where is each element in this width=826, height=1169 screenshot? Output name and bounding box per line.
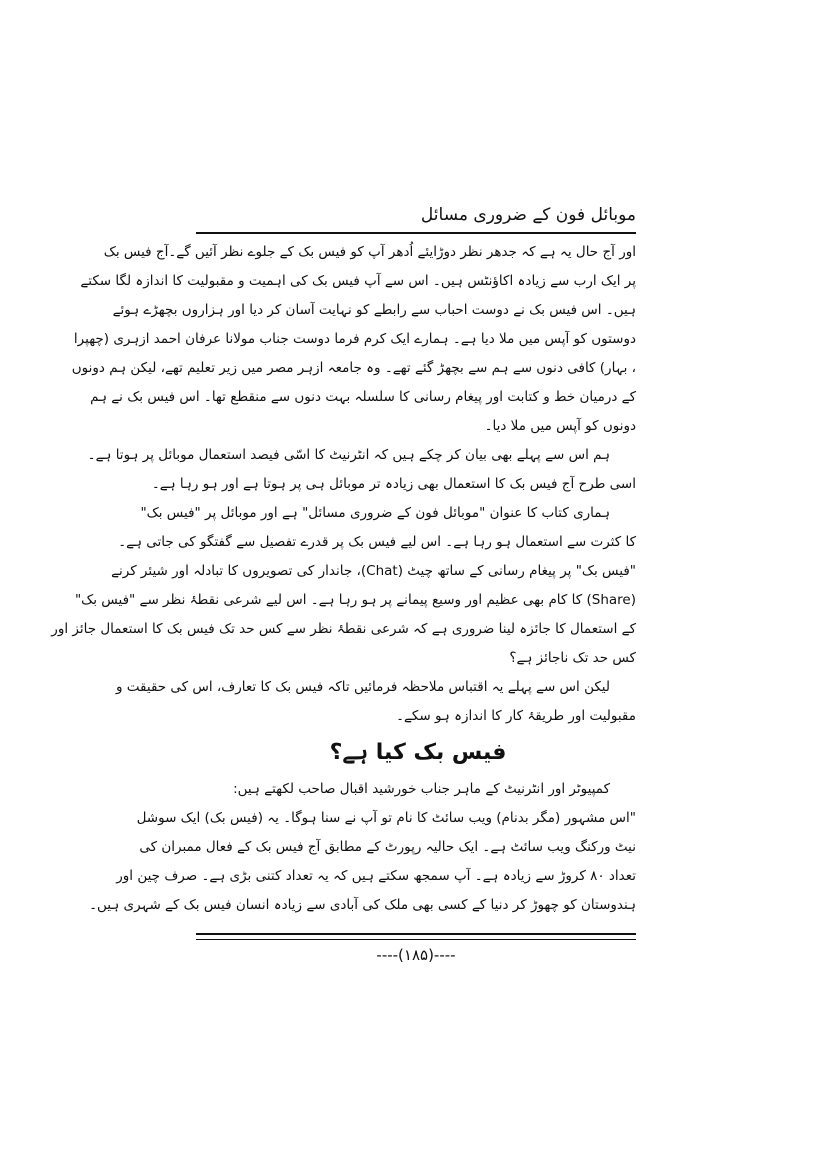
page-number: ----(۱۸۵)---- xyxy=(376,946,456,964)
footer-rule-thin xyxy=(196,939,636,940)
footer-rule-thick xyxy=(196,933,636,935)
running-head-title: موبائل فون کے ضروری مسائل xyxy=(420,205,636,225)
paragraph-line: دونوں کو آپس میں ملا دیا۔ xyxy=(484,418,636,434)
paragraph-line: کے استعمال کا جائزہ لینا ضروری ہے کہ شرعی نقطۂ نظر سے کس حد تک فیس بک کا استعمال جائز اور xyxy=(51,621,636,637)
paragraph-line: ہماری کتاب کا عنوان "موبائل فون کے ضروری مسائل" ہے اور موبائل پر "فیس بک" xyxy=(140,505,610,521)
paragraph-line: ہیں۔ اس فیس بک نے دوست احباب سے رابطے کو نہایت آسان کر دیا اور ہزاروں بچھڑے ہوئے xyxy=(112,302,636,318)
paragraph-line: پر ایک ارب سے زیادہ اکاؤنٹس ہیں۔ اس سے آپ فیس بک کی اہمیت و مقبولیت کا اندازہ لگا سکتے xyxy=(80,273,636,289)
paragraph-line: کا کثرت سے استعمال ہو رہا ہے۔ اس لیے فیس بک پر قدرے تفصیل سے گفتگو کی جاتی ہے۔ xyxy=(118,534,636,550)
section-intro-line: کمپیوٹر اور انٹرنیٹ کے ماہر جناب خورشید اقبال صاحب لکھتے ہیں: xyxy=(233,781,610,797)
paragraph-line: مقبولیت اور طریقۂ کار کا اندازہ ہو سکے۔ xyxy=(396,708,636,724)
header-rule xyxy=(196,232,636,234)
paragraph-line: دوستوں کو آپس میں ملا دیا ہے۔ ہمارے ایک کرم فرما دوست جناب مولانا عرفان احمد ازہری (چھپرا xyxy=(73,331,636,347)
paragraph-line: کے درمیان خط و کتابت اور پیغام رسانی کا سلسلہ بہت دنوں سے منقطع تھا۔ اس فیس بک نے ہم xyxy=(90,389,636,405)
paragraph-line: ہم اس سے پہلے بھی بیان کر چکے ہیں کہ انٹرنیٹ کا اسّی فیصد استعمال موبائل پر ہوتا ہے۔ xyxy=(87,447,610,463)
quote-line: ہندوستان کو چھوڑ کر دنیا کے کسی بھی ملک کی آبادی سے زیادہ انسان فیس بک کے شہری ہیں۔ xyxy=(89,897,636,913)
quote-line: "اس مشہور (مگر بدنام) ویب سائٹ کا نام تو آپ نے سنا ہوگا۔ یہ (فیس بک) ایک سوشل xyxy=(136,810,636,826)
paragraph-line: اسی طرح آج فیس بک کا استعمال بھی زیادہ تر موبائل ہی پر ہوتا ہے اور ہو رہا ہے۔ xyxy=(151,476,636,492)
quote-line: نیٹ ورکنگ ویب سائٹ ہے۔ ایک حالیہ رپورٹ کے مطابق آج فیس بک کے فعال ممبران کی xyxy=(139,839,636,855)
paragraph-line: لیکن اس سے پہلے یہ اقتباس ملاحظہ فرمائیں تاکہ فیس بک کا تعارف، اس کی حقیقت و xyxy=(115,679,610,695)
paragraph-line: اور آج حال یہ ہے کہ جدھر نظر دوڑایئے اُدھر آپ کو فیس بک کے جلوے نظر آئیں گے۔آج فیس بک xyxy=(103,244,636,260)
paragraph-line: (Share) کا کام بھی عظیم اور وسیع پیمانے پر ہو رہا ہے۔ اس لیے شرعی نقطۂ نظر سے "فیس بک" xyxy=(74,592,636,608)
body-text xyxy=(51,238,636,920)
paragraph-line: کس حد تک ناجائز ہے؟ xyxy=(509,650,636,666)
paragraph-line: ، بہار) کافی دنوں سے ہم سے بچھڑ گئے تھے۔ وہ جامعہ ازہر مصر میں زیر تعلیم تھے، لیکن ہم دونوں xyxy=(71,360,636,376)
quote-line: تعداد ۸۰ کروڑ سے زیادہ ہے۔ آپ سمجھ سکتے ہیں کہ یہ تعداد کتنی بڑی ہے۔ صرف چین اور xyxy=(116,868,636,884)
paragraph-line: "فیس بک" پر پیغام رسانی کے ساتھ چیٹ (Chat)، جاندار کی تصویروں کا تبادلہ اور شیئر کرنے xyxy=(111,563,636,579)
section-heading: فیس بک کیا ہے؟ xyxy=(329,740,507,765)
